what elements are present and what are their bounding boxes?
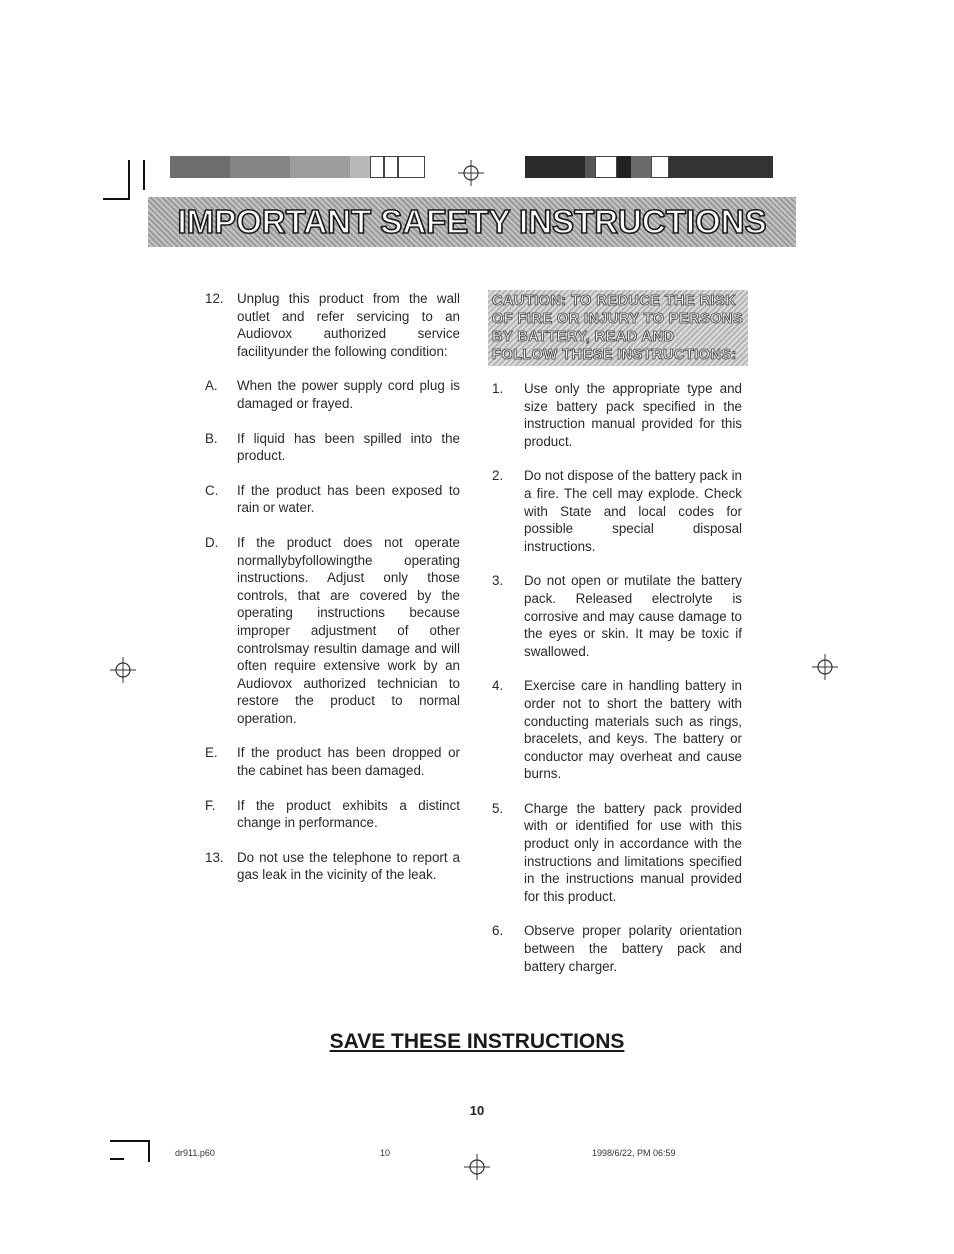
save-instructions-heading: SAVE THESE INSTRUCTIONS	[329, 1030, 625, 1053]
caution-box: CAUTION: TO REDUCE THE RISK OF FIRE OR INJURY TO PERSONS BY BATTERY, READ AND FOLLOW THESE INSTRUCTIONS:	[488, 290, 748, 366]
item-text: If the product has been exposed to rain or water.	[237, 482, 460, 516]
item-text: Do not open or mutilate the battery pack. Released electrolyte is corrosive and may cause damage to the eyes or skin. It may be toxic if swallowed.	[524, 573, 742, 659]
list-item	[205, 377, 460, 412]
crop-mark-top-left-horizontal	[103, 198, 130, 200]
item-text: Do not use the telephone to report a gas leak in the vicinity of the leak.	[237, 849, 460, 883]
list-item	[492, 467, 742, 555]
list-item	[205, 797, 460, 832]
crop-mark-bottom-left-tick	[110, 1158, 124, 1160]
list-item	[492, 800, 742, 906]
list-item	[205, 482, 460, 517]
item-marker: B.	[205, 430, 218, 446]
footer-file-name: dr911.p60	[175, 1148, 215, 1158]
item-text: Do not dispose of the battery pack in a fire. The cell may explode. Check with State and local codes for possible special disposal instructions.	[524, 468, 742, 554]
left-column	[205, 290, 460, 901]
crop-mark-bottom-left-horizontal	[110, 1140, 150, 1142]
list-item	[492, 380, 742, 450]
item-text: If the product does not operate normallybyfollowingthe operating instructions. Adjust only those controls, that are covered by the operating instructions because improper adjustment of other controlsmay resultin damage and will often require extensive work by an Audiovox authorized technician to restore the product to normal operation.	[237, 534, 460, 726]
item-text: Use only the appropriate type and size battery pack specified in the instruction manual provided for this product.	[524, 381, 742, 449]
item-text: Charge the battery pack provided with or identified for use with this product only in accordance with the instructions and limitations specified in the instructions manual provided for this product.	[524, 800, 742, 904]
item-marker: 4.	[492, 678, 504, 694]
list-item	[205, 430, 460, 465]
item-marker: 6.	[492, 923, 504, 939]
registration-target-top-icon	[456, 158, 486, 188]
item-marker: 2.	[492, 468, 504, 484]
list-item	[492, 572, 742, 660]
item-text: If the product has been dropped or the cabinet has been damaged.	[237, 745, 460, 779]
item-marker: E.	[205, 745, 218, 761]
list-item	[205, 534, 460, 728]
right-column	[492, 290, 742, 992]
item-marker: 3.	[492, 573, 504, 589]
crop-mark-top-left-vertical	[128, 160, 130, 200]
item-marker: 1.	[492, 381, 504, 396]
list-item	[205, 744, 460, 779]
item-marker: A.	[205, 378, 218, 394]
calibration-bar-right	[525, 156, 773, 178]
safety-banner	[148, 197, 796, 247]
item-marker: F.	[205, 797, 216, 813]
item-text: If the product exhibits a distinct change in performance.	[237, 797, 460, 831]
list-item	[492, 677, 742, 783]
list-item	[205, 290, 460, 360]
crop-mark-bottom-left-vertical	[148, 1140, 150, 1162]
registration-target-bottom-icon	[462, 1152, 492, 1182]
item-text: Exercise care in handling battery in order not to short the battery with conducting materials such as rings, bracelets, and keys. The battery or conductor may overheat and cause burns.	[524, 678, 742, 782]
footer-timestamp: 1998/6/22, PM 06:59	[592, 1148, 676, 1158]
crop-mark-top-left-vertical-2	[143, 160, 145, 190]
banner-title: IMPORTANT SAFETY INSTRUCTIONS	[177, 203, 767, 240]
item-marker: C.	[205, 482, 219, 498]
item-marker: 13.	[205, 849, 224, 865]
page-number: 10	[469, 1103, 485, 1118]
item-marker: 12.	[205, 291, 224, 306]
registration-target-left-icon	[108, 655, 138, 685]
item-marker: D.	[205, 534, 219, 550]
list-item	[205, 849, 460, 884]
footer-page: 10	[380, 1148, 391, 1158]
registration-target-right-icon	[810, 652, 840, 682]
item-text: If liquid has been spilled into the product.	[237, 430, 460, 464]
item-text: Observe proper polarity orientation between the battery pack and battery charger.	[524, 923, 742, 974]
item-text: Unplug this product from the wall outlet and refer servicing to an Audiovox authorized service facilityunder the following condition:	[237, 291, 460, 359]
list-item	[492, 922, 742, 975]
item-text: When the power supply cord plug is damaged or frayed.	[237, 378, 460, 411]
calibration-bar-left	[170, 156, 425, 178]
item-marker: 5.	[492, 800, 504, 816]
